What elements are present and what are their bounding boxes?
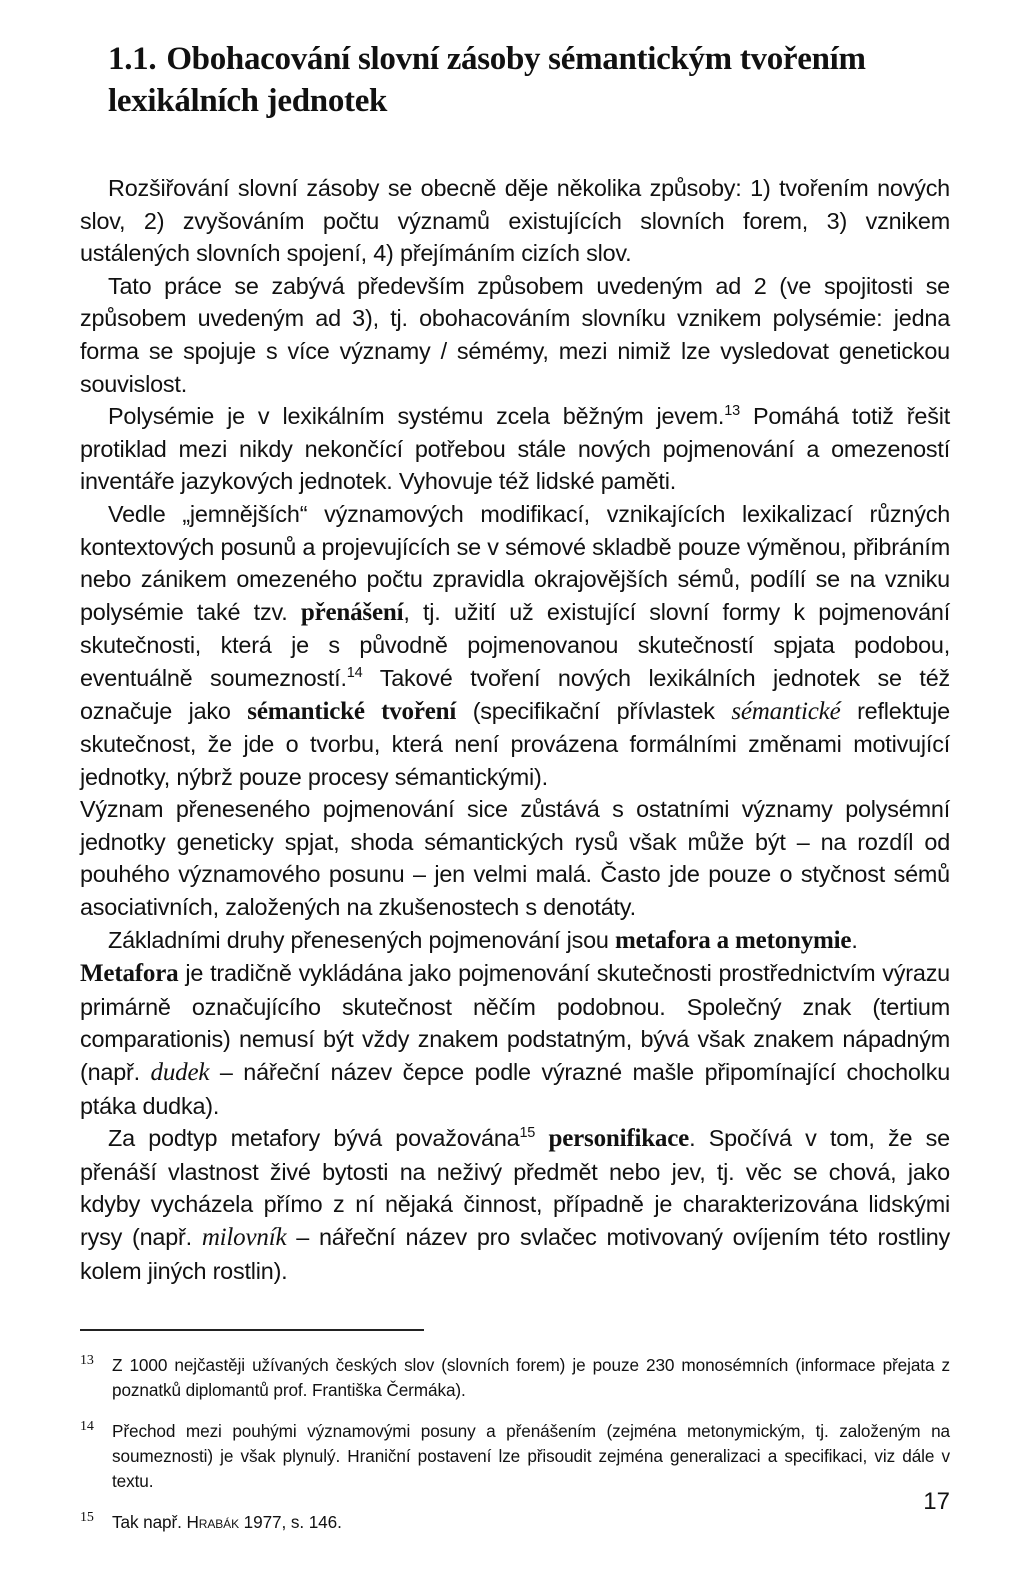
section-number: 1.1. <box>108 41 157 77</box>
term-semanticke-italic: sémantické <box>731 697 841 725</box>
footnote-14 <box>80 1419 950 1494</box>
footnote-15 <box>80 1510 950 1535</box>
paragraph-4-text-c: , tj. užití už existující slovní formy k pojmenování skutečnosti, která je s původně pojmenovanou skutečností spjata podobou, eventuálně soumezností. <box>80 598 951 691</box>
term-semanticke-tvoreni: sémantické tvoření <box>247 697 457 725</box>
paragraph-4-text-d: Takové tvoření nových lexikálních jednotek se též označuje jako <box>80 664 950 724</box>
paragraph-2: Tato práce se zabývá především způsobem uvedeným ad 2 (ve spojitosti se způsobem uvedeným ad 3), tj. obohacováním slovníku vznikem polysémie: jedna forma se spojuje s více významy / sémémy, mezi nimiž lze vysledovat genetickou souvislost. <box>80 272 950 397</box>
paragraph-6-text-a: Základními druhy přenesených pojmenování jsou <box>108 926 615 953</box>
paragraph-8-text-d: – nářeční název pro svlačec motivovaný ovíjením této rostliny kolem jiných rostlin). <box>80 1224 951 1284</box>
footnote-number: 15 <box>80 1510 94 1526</box>
page-number: 17 <box>923 1488 950 1515</box>
document-page <box>80 38 950 1551</box>
heading-line-1 <box>108 38 950 80</box>
footnote-ref-15[interactable]: 15 <box>519 1125 536 1142</box>
paragraph-1: Rozšiřování slovní zásoby se obecně děje několika způsoby: 1) tvořením nových slov, 2) zvyšováním počtu významů existujících slovních forem, 3) vznikem ustálených slovních spojení, 4) přejímáním cizích slov. <box>80 175 950 267</box>
paragraph-5: Význam přeneseného pojmenování sice zůstává s ostatními významy polysémní jednotky geneticky spjat, shoda sémantických rysů však může být – na rozdíl od pouhého významového posunu – jen velmi malá. Často jde pouze o styčnost sémů asociativních, založených na zkušenostech s denotáty. <box>80 796 950 921</box>
footnote-text-b: 1977, s. 146. <box>238 1512 342 1533</box>
paragraph-7 <box>80 957 950 1122</box>
paragraph-6-text-c: a <box>710 926 736 954</box>
paragraph-4-text-f: reflektuje skutečnost, že jde o tvorbu, která není provázena formálními změnami motivující jednotky, nýbrž pouze procesy sémantickými). <box>80 697 950 790</box>
footnote-text: Přechod mezi pouhými významovými posuny a přenášením (zejména metonymickým, tj. založeným na soumeznosti) je však plynulý. Hraniční postavení lze přisoudit zejména generalizaci a specifikaci, viz dále v textu. <box>112 1421 950 1492</box>
paragraph-8-text-c: . Spočívá v tom, že se přenáší vlastnost živé bytosti na neživý předmět nebo jev, tj. věc se chová, jako kdyby vycházela přímo z ní nějaká činnost, případně je charakterizována lidskými rysy (např. <box>80 1125 950 1250</box>
term-prenaseni: přenášení <box>300 598 404 626</box>
footnote-text-a: Tak např. <box>112 1512 187 1533</box>
paragraph-7-text-c: – nářeční název čepce podle výrazné mašle připomínající chocholku ptáka dudka). <box>80 1059 951 1119</box>
footnote-ref-13[interactable]: 13 <box>724 403 740 420</box>
footnote-13 <box>80 1353 950 1403</box>
paragraph-4-text-a: Vedle „jemnějších“ významových modifikací, vznikajících lexikalizací různých kontextových posunů a projevujících se v sémové skladbě pouze výměnou, přibráním nebo zánikem omezeného počtu zpravidla okrajovějších sémů, podílí se na vzniku polysémie také tzv. <box>80 500 950 625</box>
paragraph-6-text-d: . <box>851 926 858 953</box>
paragraph-4-text-e: (specifikační přívlastek <box>456 697 732 724</box>
term-milovnik: milovník <box>201 1224 287 1251</box>
term-metafora: metafora <box>614 926 711 954</box>
footnote-ref-14[interactable]: 14 <box>346 665 363 682</box>
paragraph-4 <box>80 498 950 793</box>
footnote-divider <box>80 1329 424 1331</box>
footnotes <box>80 1353 950 1535</box>
term-dudek: dudek <box>150 1059 210 1087</box>
term-personifikace: personifikace <box>548 1125 690 1153</box>
paragraph-6 <box>80 924 950 958</box>
paragraph-3-text-b: Pomáhá totiž řešit protiklad mezi nikdy nekončící potřebou stále nových pojmenování a omezeností inventáře jazykových jednotek. Vyhovuje též lidské paměti. <box>80 403 950 495</box>
footnote-text: Z 1000 nejčastěji užívaných českých slov (slovních forem) je pouze 230 monosémních (informace přejata z poznatků diplomantů prof. Františka Čermáka). <box>112 1355 950 1401</box>
paragraph-8 <box>80 1122 950 1287</box>
footnote-number: 13 <box>80 1353 94 1369</box>
paragraph-8-text-a: Za podtyp metafory bývá považována <box>108 1125 520 1152</box>
paragraph-7-text-a: je tradičně vykládána jako pojmenování skutečnosti prostřednictvím výrazu primárně označujícího skutečnost něčím podobnou. Společný znak (tertium comparationis) nemusí být vždy znakem podstatným, bývá však znakem nápadným (např. <box>80 960 950 1086</box>
paragraph-3-text-a: Polysémie je v lexikálním systému zcela běžným jevem. <box>108 403 725 430</box>
footnote-author: Hrabák <box>186 1512 239 1533</box>
term-metonymie: metonymie <box>735 926 852 954</box>
heading-title-1: Obohacování slovní zásoby sémantickým tvořením <box>166 41 866 77</box>
paragraph-3 <box>80 400 950 498</box>
footnote-number: 14 <box>80 1419 94 1435</box>
section-heading <box>108 38 950 122</box>
term-metafora-lead: Metafora <box>80 960 179 988</box>
paragraph-8-space <box>535 1125 548 1151</box>
body-text <box>80 172 950 1287</box>
heading-line-2: lexikálních jednotek <box>108 83 388 119</box>
